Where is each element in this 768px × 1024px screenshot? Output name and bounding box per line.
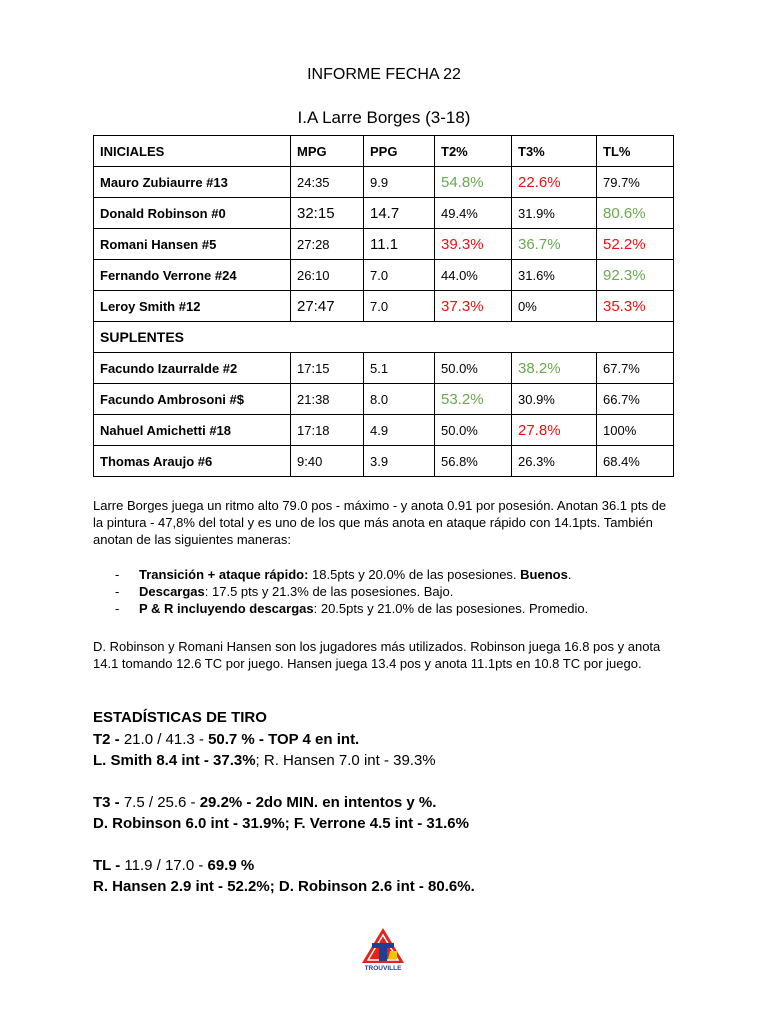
ppg-cell: 7.0 <box>364 291 435 322</box>
tl-players-line: R. Hansen 2.9 int - 52.2%; D. Robinson 2.6 int - 80.6%. <box>93 878 475 895</box>
table-row <box>94 353 674 384</box>
header-t3: T3% <box>512 136 597 167</box>
bullet-text: 18.5pts y 20.0% de las posesiones. <box>308 567 521 582</box>
player-name: Thomas Araujo #6 <box>94 446 291 477</box>
table-row <box>94 198 674 229</box>
bullet-dash: - <box>115 601 120 616</box>
t2-cell: 37.3% <box>435 291 512 322</box>
t2-players-rest: ; R. Hansen 7.0 int - 39.3% <box>255 752 436 769</box>
t3-line <box>93 793 436 813</box>
header-t2: T2% <box>435 136 512 167</box>
table-row <box>94 415 674 446</box>
t3-players-line: D. Robinson 6.0 int - 31.9%; F. Verrone 4.5 int - 31.6% <box>93 815 469 832</box>
bench-section-label: SUPLENTES <box>94 322 674 353</box>
t2-players-line <box>93 751 436 771</box>
t2-cell: 50.0% <box>435 353 512 384</box>
bullet-text: : 17.5 pts y 21.3% de las posesiones. Bajo. <box>204 584 454 599</box>
players-note: D. Robinson y Romani Hansen son los jugadores más utilizados. Robinson juega 16.8 pos y anota 14.1 tomando 12.6 TC por juego. Hansen juega 13.4 pos y anota 11.1pts en 10.8 TC por juego. <box>93 639 661 671</box>
section-row <box>94 322 674 353</box>
bullet-label: Transición + ataque rápido: <box>139 567 309 582</box>
ppg-cell: 14.7 <box>364 198 435 229</box>
table-row <box>94 167 674 198</box>
t3-ratio: 7.5 / 25.6 - <box>119 794 200 811</box>
t2-cell: 39.3% <box>435 229 512 260</box>
t3-cell: 31.9% <box>512 198 597 229</box>
t2-players-bold: L. Smith 8.4 int - 37.3% <box>93 752 256 769</box>
tl-cell: 68.4% <box>597 446 674 477</box>
logo-t-stem <box>379 943 387 961</box>
t3-cell: 36.7% <box>512 229 597 260</box>
bullet-label: Descargas <box>139 584 205 599</box>
t3-cell: 0% <box>512 291 597 322</box>
t2-ratio: 21.0 / 41.3 - <box>119 731 209 748</box>
t2-cell: 44.0% <box>435 260 512 291</box>
mpg-cell: 24:35 <box>291 167 364 198</box>
bullet-tail: Buenos <box>520 567 568 582</box>
t2-cell: 54.8% <box>435 167 512 198</box>
tl-line <box>93 856 254 876</box>
tl-cell: 35.3% <box>597 291 674 322</box>
mpg-cell: 17:15 <box>291 353 364 384</box>
table-row <box>94 291 674 322</box>
tl-cell: 66.7% <box>597 384 674 415</box>
t2-cell: 49.4% <box>435 198 512 229</box>
bullet-label: P & R incluyendo descargas <box>139 601 314 616</box>
player-name: Romani Hansen #5 <box>94 229 291 260</box>
team-subtitle: I.A Larre Borges (3-18) <box>297 108 471 127</box>
tl-pct: 69.9 % <box>207 857 255 874</box>
tl-ratio: 11.9 / 17.0 - <box>120 857 208 874</box>
header-mpg: MPG <box>291 136 364 167</box>
table-row <box>94 260 674 291</box>
mpg-cell: 21:38 <box>291 384 364 415</box>
tl-cell: 100% <box>597 415 674 446</box>
table-row <box>94 446 674 477</box>
table-row <box>94 384 674 415</box>
t2-cell: 56.8% <box>435 446 512 477</box>
t2-cell: 50.0% <box>435 415 512 446</box>
t3-cell: 26.3% <box>512 446 597 477</box>
ppg-cell: 9.9 <box>364 167 435 198</box>
player-name: Mauro Zubiaurre #13 <box>94 167 291 198</box>
t2-label: T2 - <box>93 731 120 748</box>
tl-cell: 80.6% <box>597 198 674 229</box>
ppg-cell: 7.0 <box>364 260 435 291</box>
trouville-logo <box>359 926 407 972</box>
player-name: Fernando Verrone #24 <box>94 260 291 291</box>
report-title: INFORME FECHA 22 <box>307 66 461 83</box>
t3-cell: 31.6% <box>512 260 597 291</box>
tl-label: TL - <box>93 857 121 874</box>
t3-pct: 29.2% - 2do MIN. en intentos y %. <box>199 794 437 811</box>
mpg-cell: 27:47 <box>291 291 364 322</box>
t3-cell: 30.9% <box>512 384 597 415</box>
t3-cell: 27.8% <box>512 415 597 446</box>
mpg-cell: 9:40 <box>291 446 364 477</box>
shooting-title: ESTADÍSTICAS DE TIRO <box>93 709 267 726</box>
t2-line <box>93 730 359 750</box>
ppg-cell: 4.9 <box>364 415 435 446</box>
header-ppg: PPG <box>364 136 435 167</box>
t3-cell: 38.2% <box>512 353 597 384</box>
t3-label: T3 - <box>93 794 120 811</box>
table-header-row <box>94 136 674 167</box>
bullet-dash: - <box>115 567 120 582</box>
table-row <box>94 229 674 260</box>
tl-cell: 92.3% <box>597 260 674 291</box>
player-name: Facundo Izaurralde #2 <box>94 353 291 384</box>
player-stats-table <box>93 135 674 477</box>
bullet-tail-end: . <box>567 567 572 582</box>
t3-cell: 22.6% <box>512 167 597 198</box>
player-name: Donald Robinson #0 <box>94 198 291 229</box>
ppg-cell: 11.1 <box>364 229 435 260</box>
bullet-text: : 20.5pts y 21.0% de las posesiones. Promedio. <box>313 601 589 616</box>
header-iniciales: INICIALES <box>94 136 291 167</box>
t2-pct: 50.7 % - TOP 4 en int. <box>208 731 360 748</box>
tl-cell: 79.7% <box>597 167 674 198</box>
scoring-list <box>93 566 588 617</box>
tl-cell: 52.2% <box>597 229 674 260</box>
player-name: Leroy Smith #12 <box>94 291 291 322</box>
player-name: Nahuel Amichetti #18 <box>94 415 291 446</box>
ppg-cell: 5.1 <box>364 353 435 384</box>
mpg-cell: 32:15 <box>291 198 364 229</box>
list-item <box>93 566 588 583</box>
player-name: Facundo Ambrosoni #$ <box>94 384 291 415</box>
ppg-cell: 8.0 <box>364 384 435 415</box>
tl-cell: 67.7% <box>597 353 674 384</box>
mpg-cell: 27:28 <box>291 229 364 260</box>
bullet-dash: - <box>115 584 120 599</box>
ppg-cell: 3.9 <box>364 446 435 477</box>
mpg-cell: 26:10 <box>291 260 364 291</box>
mpg-cell: 17:18 <box>291 415 364 446</box>
list-item <box>93 583 588 600</box>
header-tl: TL% <box>597 136 674 167</box>
logo-text: TROUVILLE <box>364 965 402 972</box>
t2-cell: 53.2% <box>435 384 512 415</box>
intro-paragraph: Larre Borges juega un ritmo alto 79.0 pos - máximo - y anota 0.91 por posesión. Anotan 36.1 pts de la pintura - 47,8% del total y es uno de los que más anota en ataque rápido con 14.1pts. También anotan de las siguientes maneras: <box>93 498 667 547</box>
list-item <box>93 600 588 617</box>
